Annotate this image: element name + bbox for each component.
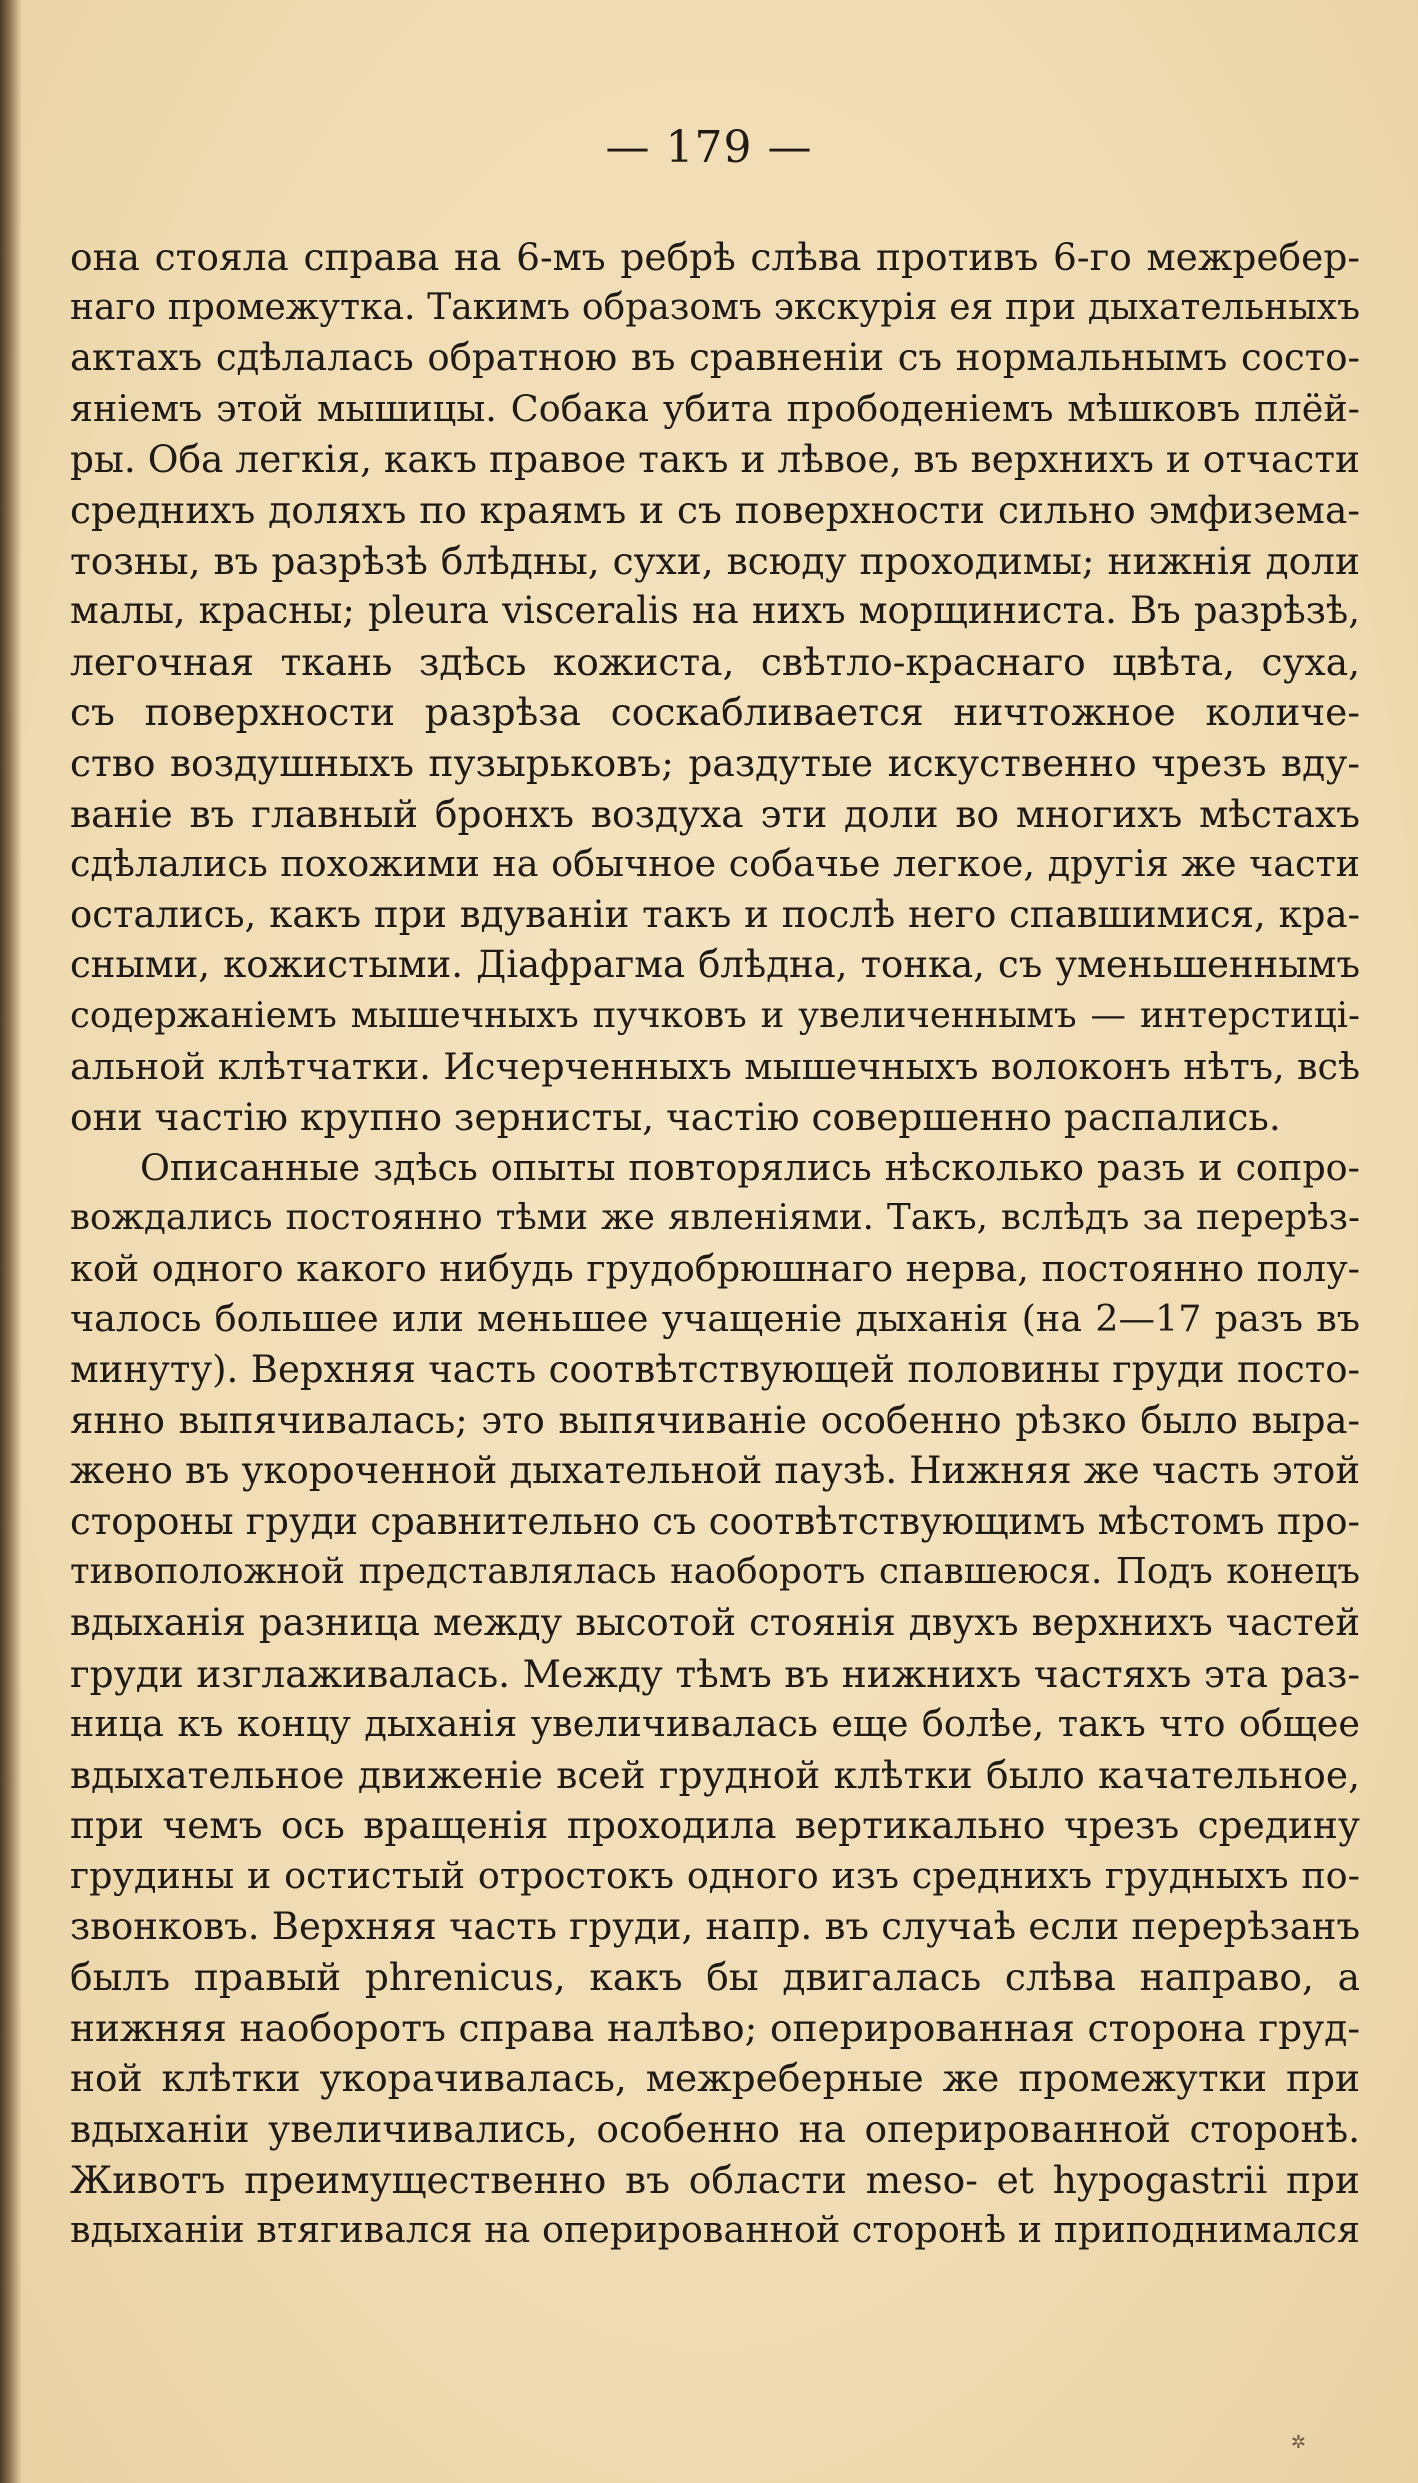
text-line: она стояла справа на 6-мъ ребрѣ слѣва противъ 6-го межребер-: [70, 235, 1360, 279]
text-line: стороны груди сравнительно съ соотвѣтствующимъ мѣстомъ про-: [70, 1499, 1360, 1543]
text-line: вдыханіи втягивался на оперированной сторонѣ и приподнимался: [70, 2208, 1360, 2252]
text-line: альной клѣтчатки. Исчерченныхъ мышечныхъ волоконъ нѣтъ, всѣ: [70, 1044, 1360, 1088]
text-line: яніемъ этой мышицы. Собака убита прободеніемъ мѣшковъ плёй-: [70, 386, 1360, 430]
text-line: сдѣлались похожими на обычное собачье легкое, другія же части: [70, 842, 1360, 886]
text-line: содержаніемъ мышечныхъ пучковъ и увеличеннымъ — интерстиці-: [70, 994, 1360, 1036]
text-line: сными, кожистыми. Діафрагма блѣдна, тонка, съ уменьшеннымъ: [70, 943, 1360, 987]
text-line: грудины и остистый отростокъ одного изъ среднихъ грудныхъ по-: [70, 1854, 1360, 1897]
text-line: среднихъ доляхъ по краямъ и съ поверхности сильно эмфизема-: [70, 487, 1360, 532]
text-line: нижняя наоборотъ справа налѣво; оперированная сторона груд-: [70, 2005, 1360, 2050]
text-line: ры. Оба легкія, какъ правое такъ и лѣвое, въ верхнихъ и отчасти: [70, 437, 1360, 482]
text-line: вдыхательное движеніе всей грудной клѣтки было качательное,: [70, 1752, 1360, 1797]
text-line: актахъ сдѣлалась обратною въ сравненіи съ нормальнымъ состо-: [70, 336, 1360, 380]
text-line: тивоположной представлялась наоборотъ спавшеюся. Подъ конецъ: [70, 1551, 1360, 1593]
text-line: груди изглаживалась. Между тѣмъ въ нижнихъ частяхъ эта раз-: [70, 1651, 1360, 1696]
paragraph-1: [70, 232, 1360, 1143]
body-text: [70, 232, 1360, 2256]
text-line: вдыханіи увеличивались, особенно на оперированной сторонѣ.: [70, 2106, 1360, 2151]
ink-speck-decoration: ✲: [1290, 2432, 1306, 2453]
text-line: легочная ткань здѣсь кожиста, свѣтло-краснаго цвѣта, суха,: [70, 639, 1360, 684]
text-line: ной клѣтки укорачивалась, межреберные же промежутки при: [70, 2056, 1360, 2101]
text-line: тозны, въ разрѣзѣ блѣдны, сухи, всюду проходимы; нижнія доли: [70, 538, 1360, 583]
text-line: Описанные здѣсь опыты повторялись нѣсколько разъ и сопро-: [140, 1145, 1360, 1189]
text-line: ваніе въ главный бронхъ воздуха эти доли во многихъ мѣстахъ: [70, 791, 1360, 836]
paragraph-2: [70, 1143, 1360, 2256]
text-line: звонковъ. Верхняя часть груди, напр. въ случаѣ если перерѣзанъ: [70, 1904, 1360, 1948]
text-line: Животъ преимущественно въ области meso- et hypogastrii при: [70, 2157, 1360, 2202]
page-number: — 179 —: [605, 122, 813, 173]
text-line: минуту). Верхняя часть соотвѣтствующей половины груди посто-: [70, 1348, 1360, 1392]
text-line: при чемъ ось вращенія проходила вертикально чрезъ средину: [70, 1803, 1360, 1848]
text-line: янно выпячивалась; это выпячиваніе особенно рѣзко было выра-: [70, 1398, 1360, 1442]
text-line: ство воздушныхъ пузырьковъ; раздутые искуственно чрезъ вду-: [70, 740, 1360, 785]
text-line: чалось большее или меньшее учащеніе дыханія (на 2—17 разъ въ: [70, 1297, 1360, 1341]
text-line: ница къ концу дыханія увеличивалась еще болѣе, такъ что общее: [70, 1702, 1360, 1746]
text-line: кой одного какого нибудь грудобрюшнаго нерва, постоянно полу-: [70, 1246, 1360, 1290]
page-binding-shadow: [0, 0, 22, 2483]
text-line: вдыханія разница между высотой стоянія двухъ верхнихъ частей: [70, 1601, 1360, 1645]
text-line: они частію крупно зернисты, частію совершенно распались.: [70, 1095, 1281, 1140]
text-line: жено въ укороченной дыхательной паузѣ. Нижняя же часть этой: [70, 1449, 1360, 1493]
text-line: малы, красны; pleura visceralis на нихъ морщиниста. Въ разрѣзѣ,: [70, 589, 1360, 633]
text-line: съ поверхности разрѣза соскабливается ничтожное количе-: [70, 690, 1360, 735]
text-line: вождались постоянно тѣми же явленіями. Такъ, вслѣдъ за перерѣз-: [70, 1197, 1360, 1239]
text-line: былъ правый phrenicus, какъ бы двигалась слѣва направо, а: [70, 1955, 1360, 2000]
text-line: наго промежутка. Такимъ образомъ экскурія ея при дыхательныхъ: [70, 286, 1360, 328]
text-line: остались, какъ при вдуваніи такъ и послѣ него спавшимися, кра-: [70, 892, 1360, 936]
